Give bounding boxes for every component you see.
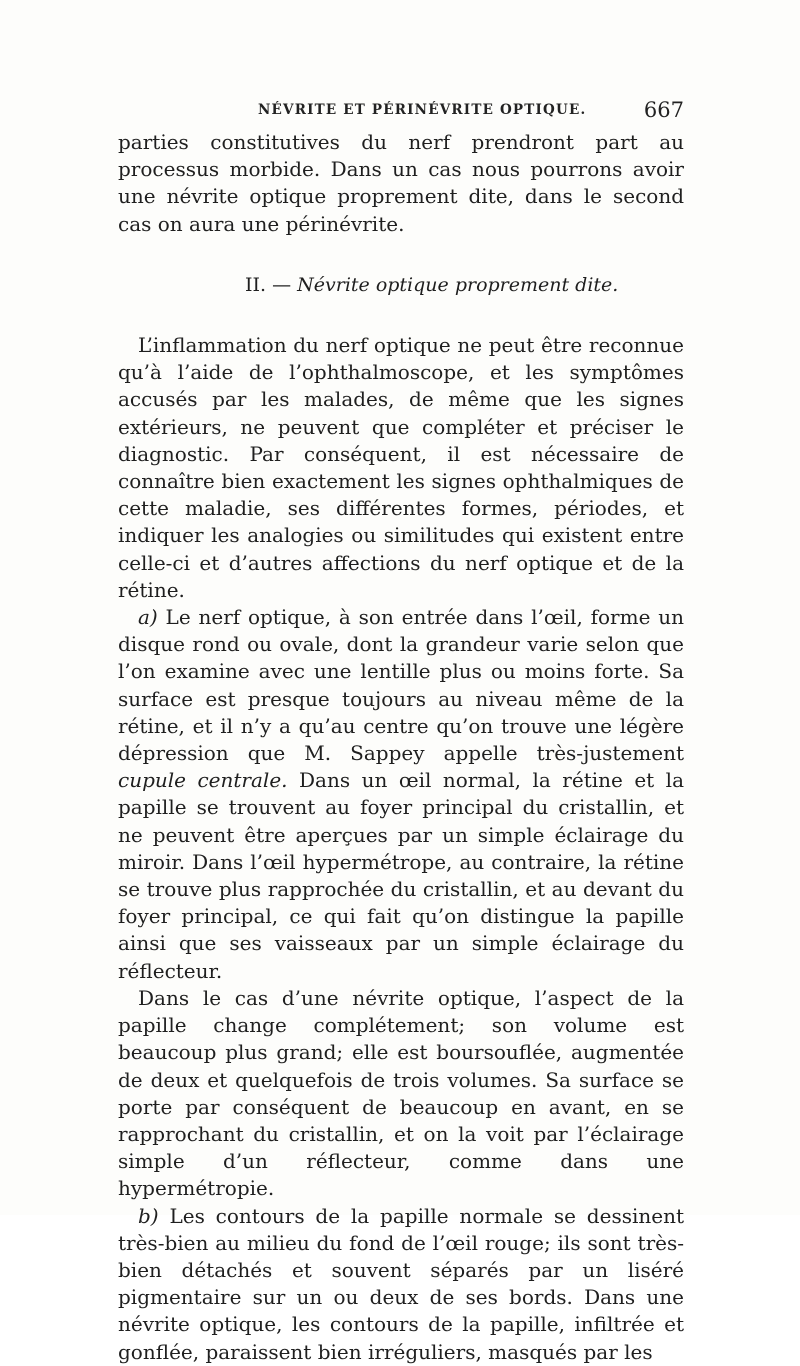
paragraph-a-italic: cupule centrale. <box>118 768 288 793</box>
section-number: II. — <box>245 273 292 296</box>
paragraph-nevrite-case: Dans le cas d’une névrite optique, l’aspect de la papille change complétement; son volume est beaucoup plus grand; elle est boursouflée, augmentée de deux et quelquefois de trois volumes. Sa surface se porte par conséquent de beaucoup en avant, en se rapprochant du cristallin, et on la voit par l’éclairage simple d’un réflecteur, comme dans une hypermétropie. <box>118 985 684 1201</box>
paragraph-b-text: Les contours de la papille normale se dessinent très-bien au milieu du fond de l’œil rouge; ils sont très-bien détachés et souvent séparés par un liséré pigmentaire sur un ou deux de ses bords. Dans une névrite optique, les contours de la papille, infiltrée et gonflée, paraissent bien irréguliers, masqués par les <box>118 1203 685 1364</box>
paragraph-a-text-2: Dans un œil normal, la rétine et la papille se trouvent au foyer principal du cristallin, et ne peuvent être aperçues par un simple éclairage du miroir. Dans l’œil hypermétrope, au contraire, la rétine se trouve plus rapprochée du cristallin, et au devant du foyer principal, ce qui fait qu’on distingue la papille ainsi que ses vaisseaux par un simple éclairage du réflecteur. <box>118 768 684 983</box>
page-number: 667 <box>643 98 684 122</box>
section-title: Névrite optique proprement dite. <box>297 273 619 296</box>
paragraph-a-marker: a) <box>138 605 158 630</box>
running-title: NÉVRITE ET PÉRINÉVRITE OPTIQUE. <box>258 102 587 118</box>
paragraph-b-marker: b) <box>138 1203 159 1228</box>
text-block <box>118 129 684 1366</box>
paragraph-b <box>118 1203 684 1366</box>
running-head <box>118 98 684 128</box>
section-heading <box>118 272 684 299</box>
paragraph-a <box>118 604 684 985</box>
paragraph-inflammation: L’inflammation du nerf optique ne peut être reconnue qu’à l’aide de l’ophthalmoscope, et les symptômes accusés par les malades, de même que les signes extérieurs, ne peuvent que compléter et préciser le diagnostic. Par conséquent, il est nécessaire de connaître bien exactement les signes ophthalmiques de cette maladie, ses différentes formes, périodes, et indiquer les analogies ou similitudes qui existent entre celle-ci et d’autres affections du nerf optique et de la rétine. <box>118 333 684 602</box>
paragraph-a-text-1: Le nerf optique, à son entrée dans l’œil, forme un disque rond ou ovale, dont la grandeur varie selon que l’on examine avec une lentille plus ou moins forte. Sa surface est presque toujours au niveau même de la rétine, et il n’y a qu’au centre qu’on trouve une légère dépression que M. Sappey appelle très-justement <box>118 605 684 766</box>
paragraph-continuation: parties constitutives du nerf prendront part au processus morbide. Dans un cas nous pourrons avoir une névrite optique proprement dite, dans le second cas on aura une périnévrite. <box>118 130 684 236</box>
